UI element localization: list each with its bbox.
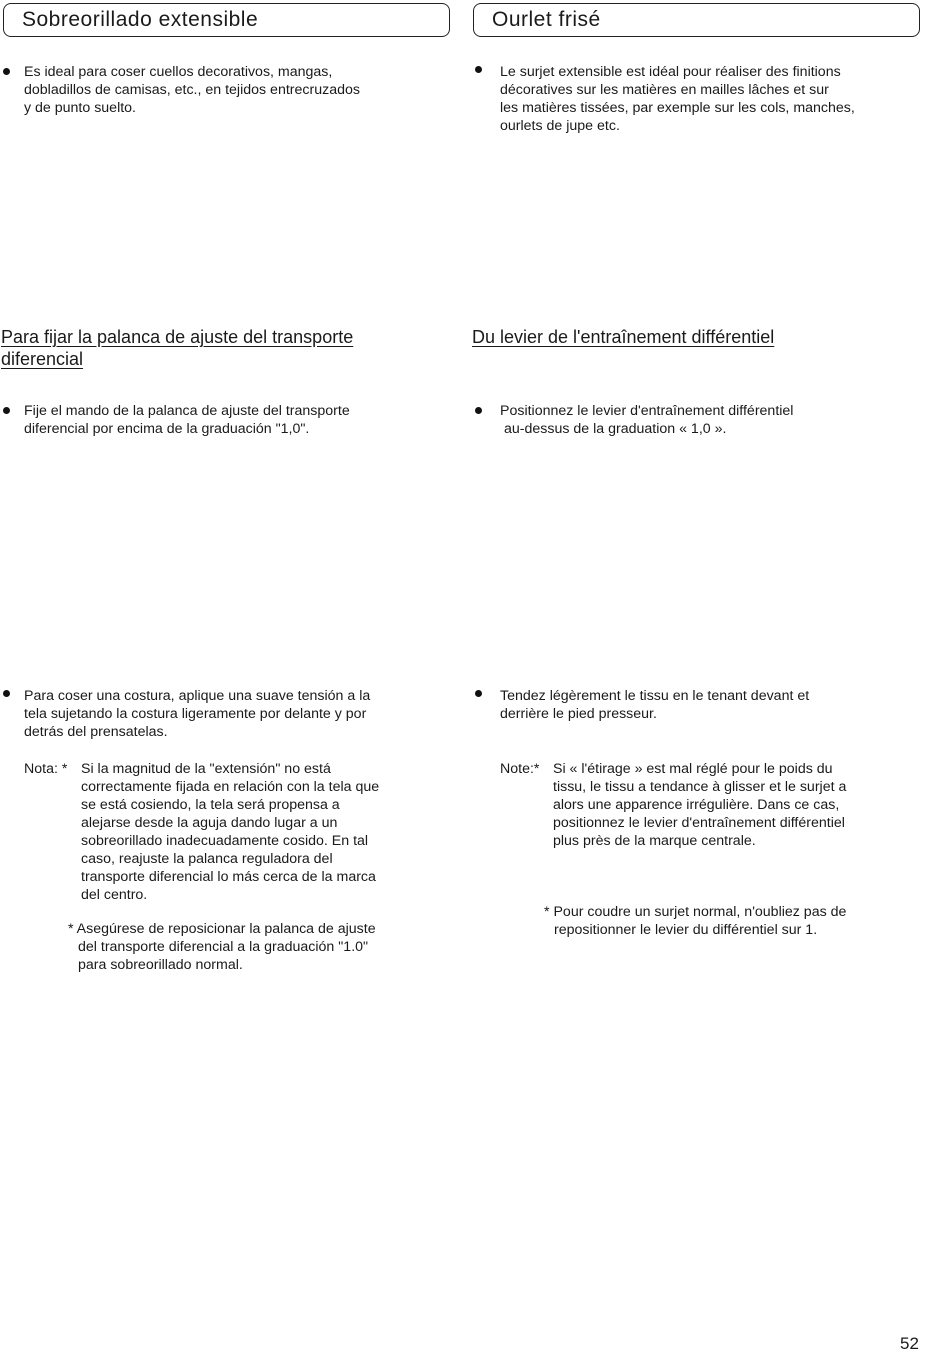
spanish-intro-text: Es ideal para coser cuellos decorativos, mangas, dobladillos de camisas, etc., en tejidos entrecruzados y de punto suelto. [24,64,360,116]
french-note2-text: * Pour coudre un surjet normal, n'oubliez pas de repositionner le levier du différentiel sur 1. [544,904,847,938]
french-note-text: Si « l'étirage » est mal réglé pour le poids du tissu, le tissu a tendance à glisser et le surjet a alors une apparence irrégulière. Dans ce cas, positionnez le levier d'entraînement différentiel plus près de la marque centrale. [553,761,847,849]
spanish-section-title: Sobreorillado extensible [3,3,450,37]
french-lever-text: Positionnez le levier d'entraînement différentiel au-dessus de la graduation « 1,0 ». [500,403,794,437]
spanish-sew-text: Para coser una costura, aplique una suave tensión a la tela sujetando la costura ligeramente por delante y por detrás del prensatelas. [24,688,371,740]
french-sew-text: Tendez légèrement le tissu en le tenant devant et derrière le pied presseur. [500,688,810,722]
page-number: 52 [900,1334,919,1353]
spanish-lever-text: Fije el mando de la palanca de ajuste del transporte diferencial por encima de la graduación "1,0". [24,403,350,437]
bullet-icon [3,690,10,697]
french-note-label: Note:* [500,761,540,777]
bullet-icon [475,407,482,414]
bullet-icon [475,690,482,697]
bullet-icon [3,68,10,75]
spanish-note2-text: * Asegúrese de reposicionar la palanca de ajuste del transporte diferencial a la graduación "1.0" para sobreorillado normal. [68,921,376,973]
spanish-note-text: Si la magnitud de la "extensión" no está correctamente fijada en relación con la tela que se está cosiendo, la tela será propensa a alejarse desde la aguja dando lugar a un sobreorillado inadecuadamente cosido. En tal caso, reajuste la palanca reguladora del transporte diferencial lo más cerca de la marca del centro. [81,761,380,903]
french-lever-heading: Du levier de l'entraînement différentiel [472,327,775,347]
spanish-note-label: Nota: * [24,761,68,777]
french-section-title: Ourlet frisé [473,3,920,37]
spanish-lever-heading: Para fijar la palanca de ajuste del transporte diferencial [1,327,354,369]
french-intro-text: Le surjet extensible est idéal pour réaliser des finitions décoratives sur les matières en mailles lâches et sur les matières tissées, par exemple sur les cols, manches, ourlets de jupe etc. [500,64,855,134]
bullet-icon [3,407,10,414]
bullet-icon [475,66,482,73]
